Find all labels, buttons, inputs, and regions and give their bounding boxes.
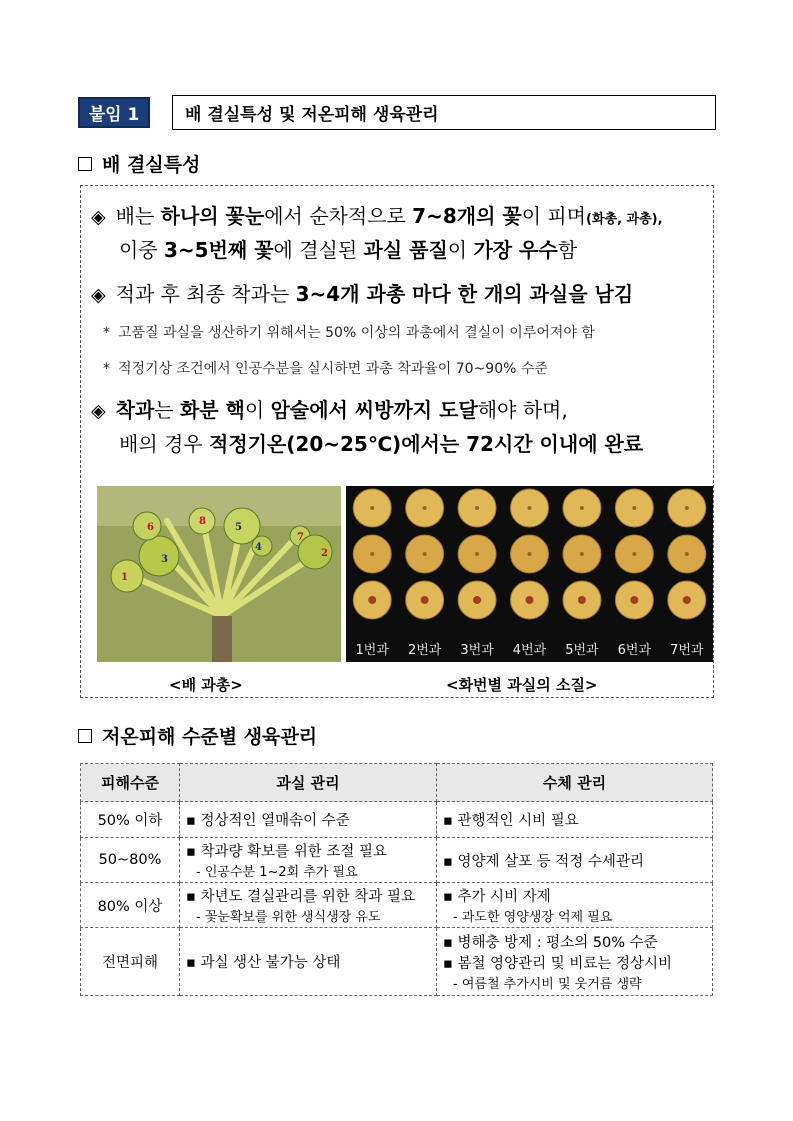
checkbox-square-icon bbox=[78, 729, 92, 743]
bullet-line-4: ◈ 착과는 화분 핵이 암술에서 씨방까지 도달해야 하며, bbox=[91, 398, 568, 422]
checkbox-square-icon bbox=[78, 157, 92, 171]
fruit-calyx bbox=[423, 506, 427, 510]
bullet-line-3: ◈ 적과 후 최종 착과는 3~4개 과총 마다 한 개의 과실을 남김 bbox=[91, 282, 634, 306]
pear-cluster-photo bbox=[97, 486, 341, 662]
note-1: * 고품질 과실을 생산하기 위해서는 50% 이상의 과총에서 결실이 이루어져야 함 bbox=[103, 325, 595, 341]
table-row bbox=[81, 802, 713, 838]
diamond-bullet-icon: ◈ bbox=[91, 400, 106, 422]
document-title: 배 결실특성 및 저온피해 생육관리 bbox=[172, 95, 716, 130]
header-level: 피해수준 bbox=[81, 764, 180, 802]
cell-bullet: ▪ 관행적인 시비 필요 bbox=[443, 809, 706, 830]
header-tree: 수체 관리 bbox=[437, 764, 713, 802]
cell-bullet: ▪ 착과량 확보를 위한 조절 필요 bbox=[186, 840, 430, 861]
cell-bullet: ▪ 봄철 영양관리 및 비료는 정상시비 bbox=[443, 952, 706, 973]
fruit-order-label: 5번과 bbox=[565, 643, 599, 658]
fruit-calyx bbox=[528, 552, 532, 556]
fruit-order-label: 2번과 bbox=[407, 643, 442, 658]
section1-title: 배 결실특성 bbox=[102, 154, 201, 176]
svg-text:2: 2 bbox=[321, 548, 328, 559]
svg-text:4: 4 bbox=[255, 542, 262, 553]
fruit-calyx bbox=[580, 506, 584, 510]
bullet-line-1: ◈ 배는 하나의 꽃눈에서 순차적으로 7~8개의 꽃이 피며(화총, 과총), bbox=[91, 204, 663, 228]
header-fruit: 과실 관리 bbox=[180, 764, 437, 802]
fruit-calyx bbox=[528, 506, 532, 510]
fruit-calyx bbox=[580, 552, 584, 556]
section2-title: 저온피해 수준별 생육관리 bbox=[102, 726, 318, 748]
svg-text:3: 3 bbox=[161, 554, 168, 565]
cell-bullet: ▪ 영양제 살포 등 적정 수세관리 bbox=[443, 850, 706, 871]
svg-text:1: 1 bbox=[121, 572, 128, 583]
fruit-calyx bbox=[473, 596, 481, 604]
fruit-order-label: 6번과 bbox=[617, 643, 652, 658]
caption-left: <배 과총> bbox=[169, 676, 243, 694]
cell-bullet: ▪ 병해충 방제 : 평소의 50% 수준 bbox=[443, 931, 706, 952]
fruit-calyx bbox=[683, 596, 691, 604]
section1-heading bbox=[78, 150, 200, 177]
fruit-calyx bbox=[475, 506, 479, 510]
diamond-bullet-icon: ◈ bbox=[91, 284, 106, 306]
fruit-calyx bbox=[632, 552, 636, 556]
fruit-calyx bbox=[370, 506, 374, 510]
fruit-set-box bbox=[80, 185, 714, 698]
cell-level: 전면피해 bbox=[81, 928, 180, 996]
fruit-grid-illustration bbox=[346, 486, 713, 662]
bullet-line-2: 이중 3~5번째 꽃에 결실된 과실 품질이 가장 우수함 bbox=[119, 238, 578, 262]
cell-fruit bbox=[180, 883, 437, 928]
cell-fruit bbox=[180, 838, 437, 883]
cell-bullet: ▪ 추가 시비 자제 bbox=[443, 885, 706, 906]
cell-bullet: ▪ 차년도 결실관리를 위한 착과 필요 bbox=[186, 885, 430, 906]
fruit-calyx bbox=[370, 552, 374, 556]
table-row bbox=[81, 838, 713, 883]
cell-bullet: ▪ 과실 생산 불가능 상태 bbox=[186, 951, 430, 972]
fruit-order-label: 4번과 bbox=[512, 643, 547, 658]
fruit-calyx bbox=[630, 596, 638, 604]
cell-level: 50~80% bbox=[81, 838, 180, 883]
table-row bbox=[81, 928, 713, 996]
svg-text:8: 8 bbox=[199, 516, 206, 527]
fruit-order-label: 3번과 bbox=[460, 643, 494, 658]
fruit-calyx bbox=[632, 506, 636, 510]
fruit-quality-photo bbox=[346, 486, 713, 662]
document-header bbox=[78, 95, 716, 131]
fruit-order-label: 1번과 bbox=[355, 643, 389, 658]
fruit-calyx bbox=[423, 552, 427, 556]
cell-subnote: - 여름철 추가시비 및 웃거름 생략 bbox=[453, 977, 642, 992]
bullet-line-5: 배의 경우 적정기온(20~25℃)에서는 72시간 이내에 완료 bbox=[119, 432, 644, 456]
svg-text:5: 5 bbox=[235, 522, 242, 533]
cell-fruit bbox=[180, 802, 437, 838]
cell-tree bbox=[437, 883, 713, 928]
fruit-calyx bbox=[685, 552, 689, 556]
attachment-badge: 붙임 1 bbox=[78, 97, 150, 128]
cell-level: 50% 이하 bbox=[81, 802, 180, 838]
note-2: * 적정기상 조건에서 인공수분을 실시하면 과총 착과율이 70~90% 수준 bbox=[103, 361, 548, 377]
cell-bullet: ▪ 정상적인 열매솎이 수준 bbox=[186, 809, 430, 830]
cell-subnote: - 과도한 영양생장 억제 필요 bbox=[453, 910, 613, 925]
cell-tree bbox=[437, 838, 713, 883]
fruit-calyx bbox=[421, 596, 429, 604]
section2-heading bbox=[78, 722, 317, 749]
cell-level: 80% 이상 bbox=[81, 883, 180, 928]
svg-text:7: 7 bbox=[297, 532, 304, 543]
cell-tree bbox=[437, 802, 713, 838]
caption-right: <화번별 과실의 소질> bbox=[446, 676, 598, 694]
damage-management-table bbox=[80, 763, 713, 996]
svg-text:6: 6 bbox=[147, 522, 154, 533]
fruit-order-label: 7번과 bbox=[670, 643, 704, 658]
cell-tree bbox=[437, 928, 713, 996]
cell-subnote: - 인공수분 1~2회 추가 필요 bbox=[196, 865, 358, 880]
fruit-calyx bbox=[475, 552, 479, 556]
table-header-row bbox=[81, 764, 713, 802]
fruit-calyx bbox=[526, 596, 534, 604]
diamond-bullet-icon: ◈ bbox=[91, 206, 106, 228]
pear-cluster-illustration bbox=[97, 486, 341, 662]
fruit-calyx bbox=[368, 596, 376, 604]
cell-fruit bbox=[180, 928, 437, 996]
fruit-calyx bbox=[578, 596, 586, 604]
table-row bbox=[81, 883, 713, 928]
cell-subnote: - 꽃눈확보를 위한 생식생장 유도 bbox=[196, 910, 381, 925]
fruit-calyx bbox=[685, 506, 689, 510]
